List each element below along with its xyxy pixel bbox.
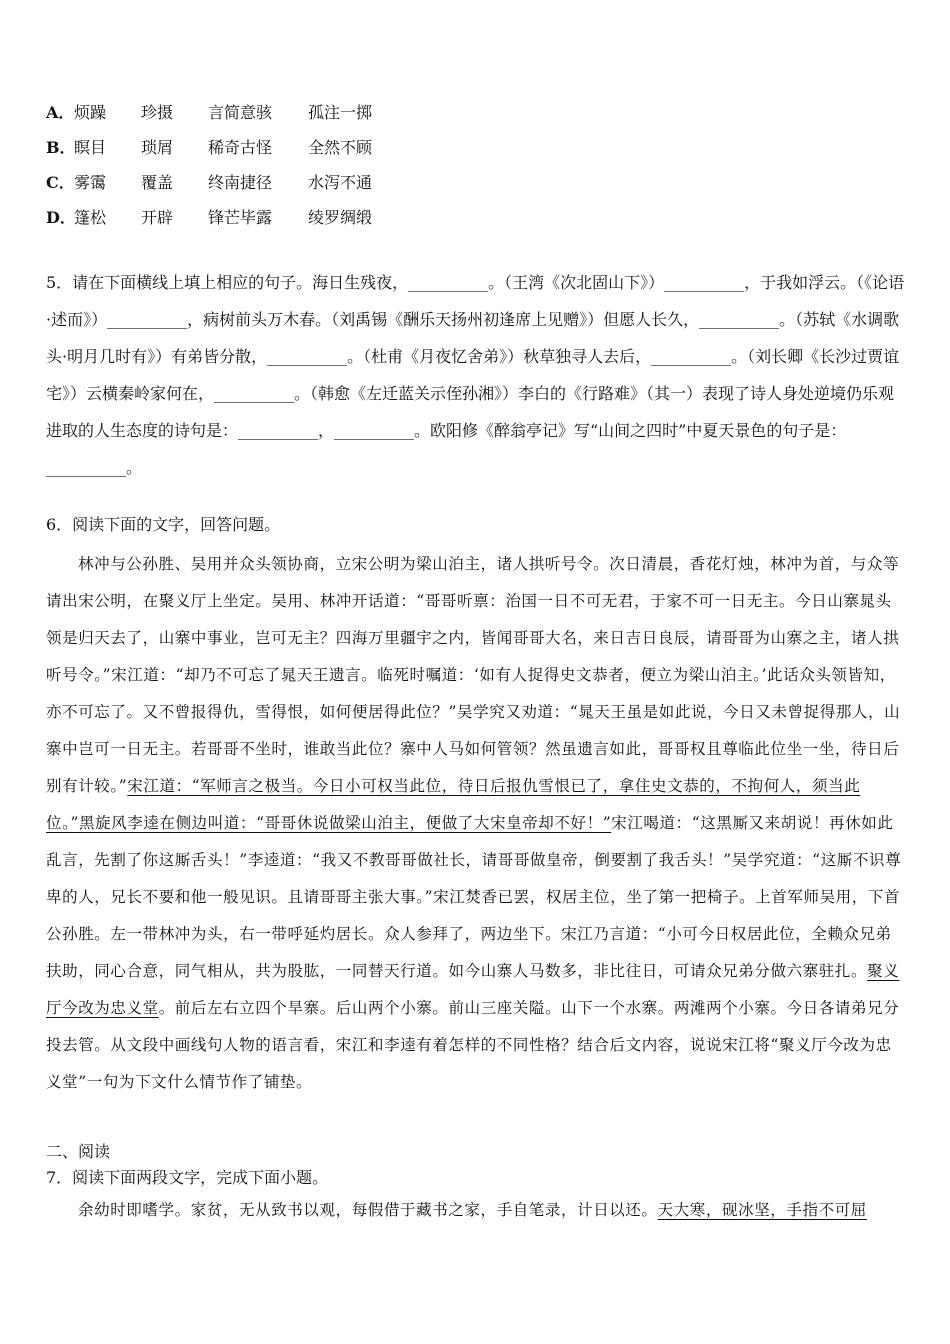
option-word: 雾霭 <box>74 173 107 192</box>
option-word: 开辟 <box>141 208 174 227</box>
option-word: 瞑目 <box>74 138 107 157</box>
option-word: 全然不顾 <box>308 138 373 157</box>
option-word: 烦躁 <box>74 103 107 122</box>
option-word: 琐屑 <box>141 138 174 157</box>
underlined-sentence: 天大寒，砚冰坚，手指不可屈 <box>657 1201 867 1219</box>
option-word: 篷松 <box>74 208 107 227</box>
passage-text: 余幼时即嗜学。家贫，无从致书以观，每假借于藏书之家，手自笔录，计日以还。 <box>78 1201 658 1219</box>
question-5-text: 5．请在下面横线上填上相应的句子。海日生残夜，__________。（王湾《次北固山下》）__________，于我如浮云。（《论语·述而》）__________，病树前头万木春。（刘禹锡《酬乐天扬州初逢席上见赠》）但愿人长久，__________。（苏轼《水调歌头·明月几时有》）有弟皆分散，__________。（杜甫《月夜忆舍弟》）秋草独寻人去后，__________。（刘长卿《长沙过贾谊宅》）云横秦岭家何在，__________。（韩愈《左迁蓝关示侄孙湘》）李白的《行路难》（其一）表现了诗人身处逆境仍乐观进取的人生态度的诗句是：__________，__________。欧阳修《醉翁亭记》写“山间之四时”中夏天景色的句子是：__________。 <box>46 273 905 477</box>
option-word: 水泻不通 <box>308 173 373 192</box>
option-word: 绫罗绸缎 <box>308 208 373 227</box>
option-letter: C． <box>46 173 75 192</box>
option-word: 珍摄 <box>141 103 174 122</box>
question-6-passage <box>46 546 906 1101</box>
option-d <box>46 205 408 240</box>
underlined-phrase: 聚义厅今改为忠义堂 <box>46 962 900 1017</box>
option-letter: B． <box>46 138 76 157</box>
question-7-heading: 7．阅读下面两段文字，完成下面小题。 <box>46 1168 329 1187</box>
passage-text: 宋江喝道：“这黑厮又来胡说！再休如此乱言，先割了你这厮舌头！”李逵道：“我又不教哥哥做社长，请哥哥做皇帝，倒要割了我舌头！”吴学究道：“这厮不识尊卑的人，兄长不要和他一般见识。且请哥哥主张大事。”宋江焚香已罢，权居主位，坐了第一把椅子。上首军师吴用，下首公孙胜。左一带林冲为头，右一带呼延灼居长。众人参拜了，两边坐下。宋江乃言道：“小可今日权居此位，全赖众兄弟扶助，同心合意，同气相从，共为股肱，一同替天行道。如今山寨人马数多，非比往日，可请众兄弟分做六寨驻扎。 <box>46 814 902 980</box>
option-word: 孤注一掷 <box>308 103 373 122</box>
passage-text: 。前后左右立四个旱寨。后山两个小寨。前山三座关隘。山下一个水寨。两滩两个小寨。今日各请弟兄分投去管。从文段中画线句人物的语言看，宋江和李逵有着怎样的不同性格？结合后文内容，说说宋江将“聚义厅今改为忠义堂”一句为下文什么情节作了铺垫。 <box>46 999 900 1091</box>
question-6-heading: 6．阅读下面的文字，回答问题。 <box>46 515 281 534</box>
option-word: 覆盖 <box>141 173 174 192</box>
question-7-passage <box>46 1198 906 1222</box>
option-a <box>46 100 408 135</box>
underlined-sentence: 宋江道：“军师言之极当。今日小可权当此位，待日后报仇雪恨已了，拿住史文恭的，不拘何人，须当此位。”黑旋风李逵在侧边叫道：“哥哥休说做梁山泊主，便做了大宋皇帝却不好！” <box>46 777 861 832</box>
option-letter: A． <box>46 103 75 122</box>
option-list <box>46 100 408 240</box>
option-b <box>46 135 408 170</box>
passage-text: 林冲与公孙胜、吴用并众头领协商，立宋公明为梁山泊主，诸人拱听号令。次日清晨，香花灯烛，林冲为首，与众等请出宋公明，在聚义厅上坐定。吴用、林冲开话道：“哥哥听禀：治国一日不可无君，于家不可一日无主。今日山寨晁头领是归天去了，山寨中事业，岂可无主？四海万里疆宇之内，皆闻哥哥大名，来日吉日良辰，请哥哥为山寨之主，诸人拱听号令。”宋江道：“却乃不可忘了晁天王遗言。临死时嘱道：‘如有人捉得史文恭者，便立为梁山泊主。’此话众头领皆知，亦不可忘了。又不曾报得仇，雪得恨，如何便居得此位？”吴学究又劝道：“晁天王虽是如此说，今日又未曾捉得那人，山寨中岂可一日无主。若哥哥不坐时，谁敢当此位？寨中人马如何管领？然虽遗言如此，哥哥权且尊临此位坐一坐，待日后别有计较。” <box>46 555 901 795</box>
option-word: 稀奇古怪 <box>208 138 273 157</box>
section-heading: 二、阅读 <box>46 1142 111 1161</box>
option-word: 终南捷径 <box>208 173 273 192</box>
option-word: 言简意骇 <box>208 103 273 122</box>
option-word: 锋芒毕露 <box>208 208 273 227</box>
option-letter: D． <box>46 208 76 227</box>
option-c <box>46 170 408 205</box>
